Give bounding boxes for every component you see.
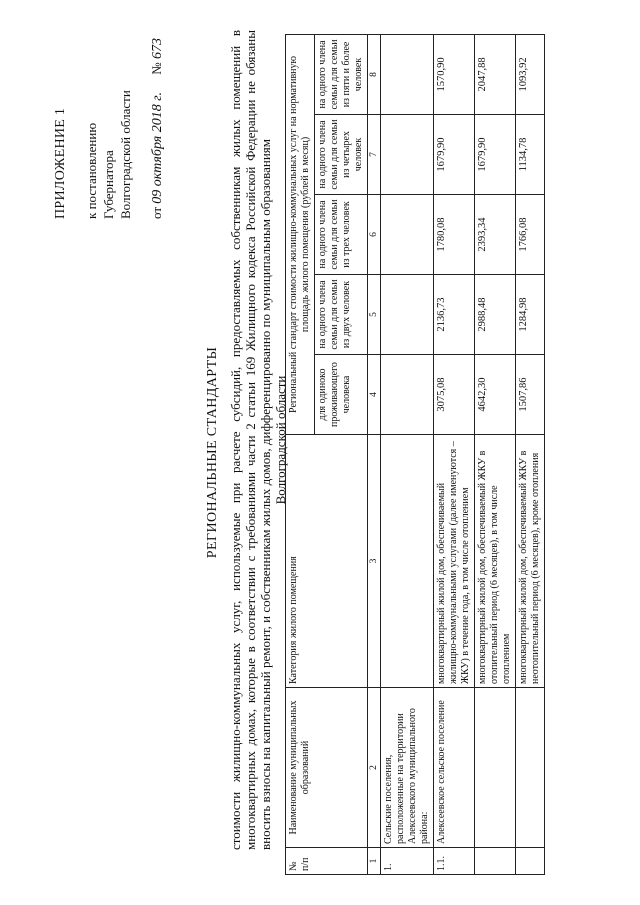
value-cell: 2393,34 [475, 195, 516, 275]
row-name: Алексеевское сельское поселение [434, 688, 475, 848]
table-row [475, 34, 516, 874]
intro-text: стоимости жилищно-коммунальных услуг, используемые при расчете субсидий, предоставляемых собственникам жилых помещений в многоквартирных домах, которые в соответствии с требованиями части 2 статьи 169 Жилищного кодекса Российской Федерации не обязаны вносить взносы на капитальный ремонт, и собственникам жилых домов, дифференцированно по муниципальным образованиям [228, 30, 273, 850]
value-cell: 1780,08 [434, 195, 475, 275]
value-cell: 1679,90 [434, 115, 475, 195]
number-label: № [149, 62, 164, 75]
standards-table [285, 34, 545, 875]
appendix-dateline [148, 19, 166, 219]
index-row [368, 34, 381, 874]
document-title: РЕГИОНАЛЬНЫЕ СТАНДАРТЫ [205, 346, 220, 559]
header-row-top [286, 34, 315, 874]
header-col-4: на одного члена семьи для семьи из четырех человек [315, 115, 368, 195]
value-cell: 3075,08 [434, 355, 475, 435]
header-name: Наименование муниципальных образований [286, 688, 368, 848]
value-cell: 2136,73 [434, 275, 475, 355]
value-cell: 1766,08 [516, 195, 545, 275]
appendix-line-3: Волгоградской области [118, 90, 133, 219]
value-cell: 2988,48 [475, 275, 516, 355]
row-category: многоквартирный жилой дом, обеспечиваемый жилищно-коммунальными услугами (далее именуются – ЖКУ) в течение года, в том числе отоплением [434, 435, 475, 688]
value-cell: 4642,30 [475, 355, 516, 435]
index-cell: 4 [368, 355, 381, 435]
table-row [516, 34, 545, 874]
row-num [516, 848, 545, 875]
header-col-1: для одиноко проживающего человека [315, 355, 368, 435]
index-cell: 8 [368, 34, 381, 114]
index-cell: 5 [368, 275, 381, 355]
decree-date: 09 октября 2018 г. [150, 91, 165, 204]
value-cell: 1570,90 [434, 34, 475, 114]
value-cell: 1679,90 [475, 115, 516, 195]
index-cell: 7 [368, 115, 381, 195]
section-row [381, 34, 434, 874]
row-category: многоквартирный жилой дом, обеспечиваемый ЖКУ в отопительный период (6 месяцев), в том числе отоплением [475, 435, 516, 688]
header-standard-group: Региональный стандарт стоимости жилищно-коммунальных услуг на нормативную площадь жилого помещения (рублей в месяц) [286, 34, 315, 434]
appendix-block [52, 19, 166, 219]
row-category: многоквартирный жилой дом, обеспечиваемый ЖКУ в неотопительный период (6 месяцев), кроме отопления [516, 435, 545, 688]
index-cell: 1 [368, 848, 381, 875]
index-cell: 2 [368, 688, 381, 848]
index-cell: 3 [368, 435, 381, 688]
row-num: 1.1. [434, 848, 475, 875]
value-cell: 1284,98 [516, 275, 545, 355]
row-name [516, 688, 545, 848]
document-intro [228, 30, 288, 850]
decree-number: 673 [150, 38, 165, 60]
value-cell: 1134,78 [516, 115, 545, 195]
intro-region: Волгоградской области [273, 375, 288, 505]
header-category: Категория жилого помещения [286, 435, 368, 688]
row-name [475, 688, 516, 848]
header-col-5: на одного члена семьи для семьи из пяти и более человек [315, 34, 368, 114]
index-cell: 6 [368, 195, 381, 275]
section-num: 1. [381, 848, 434, 875]
appendix-line-2: Губернатора [101, 150, 116, 219]
value-cell: 1093,92 [516, 34, 545, 114]
section-name: Сельские поселения, расположенные на территории Алексеевского муниципального района: [381, 688, 434, 848]
value-cell: 2047,88 [475, 34, 516, 114]
row-num [475, 848, 516, 875]
appendix-title: ПРИЛОЖЕНИЕ 1 [53, 107, 68, 219]
header-col-3: на одного члена семьи для семьи из трех человек [315, 195, 368, 275]
date-prefix: от [149, 206, 164, 219]
table-row [434, 34, 475, 874]
header-col-2: на одного члена семьи для семьи из двух человек [315, 275, 368, 355]
value-cell: 1507,86 [516, 355, 545, 435]
header-num: № п/п [286, 848, 368, 875]
appendix-line-1: к постановлению [84, 122, 99, 219]
